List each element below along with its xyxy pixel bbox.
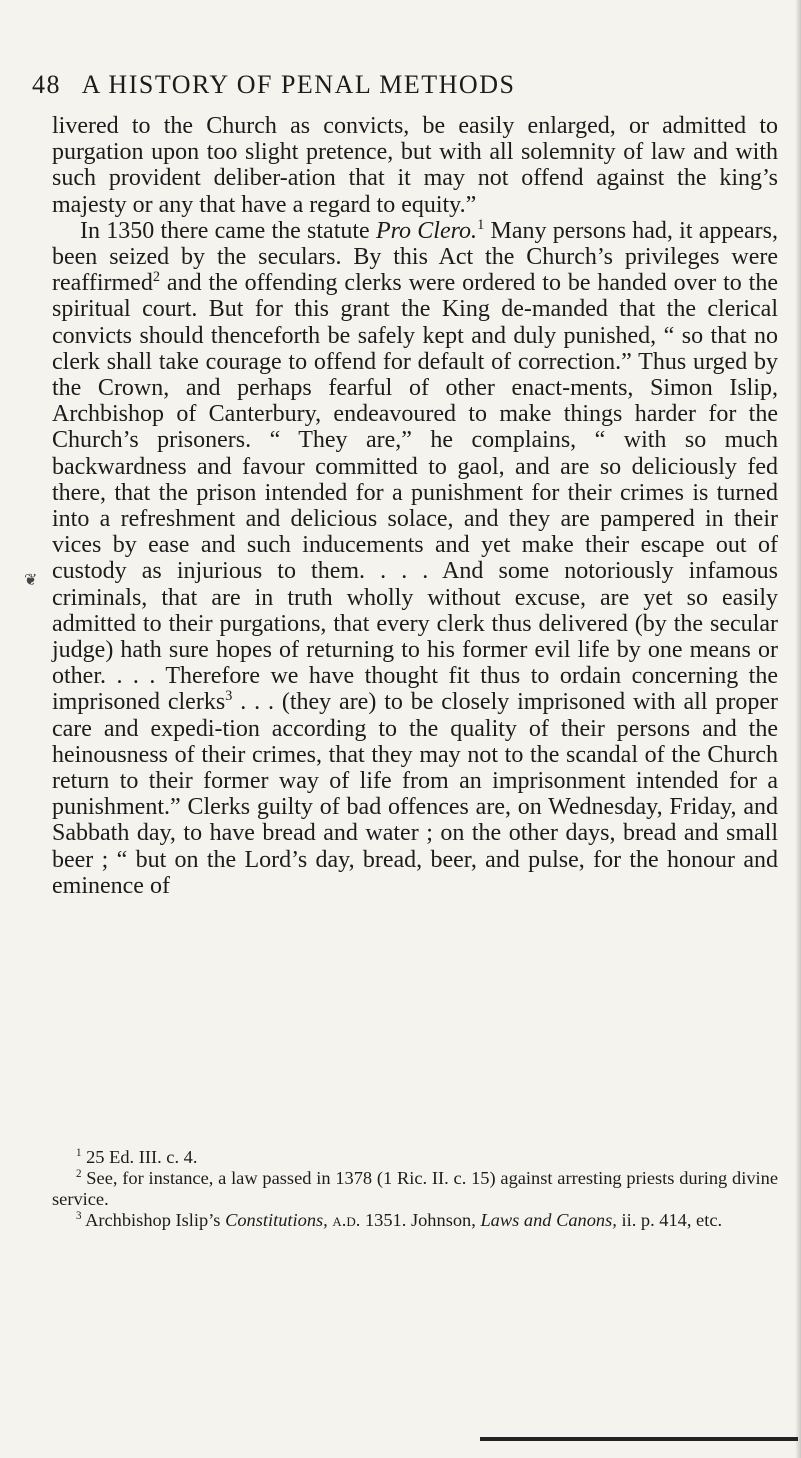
running-header (32, 70, 772, 100)
era-label: a.d. (332, 1210, 361, 1230)
footnote-3 (52, 1210, 778, 1231)
scan-edge-bar (480, 1437, 798, 1441)
footnotes (52, 1147, 778, 1231)
page-edge-shadow (795, 0, 801, 1458)
work-title: Laws and Canons, (480, 1210, 617, 1230)
text-run: Many persons had, it appears, been seized by the seculars. By this Act the Church’s privileges were reaffirmed (52, 217, 779, 297)
footnote-1 (52, 1147, 778, 1168)
footnote-ref-1: 1 (477, 216, 485, 233)
footnote-text: 25 Ed. III. c. 4. (81, 1147, 198, 1167)
footnote-ref-3: 3 (225, 688, 233, 705)
margin-mark: ❦ (24, 570, 38, 589)
text-run: and the offending clerks were ordered to be handed over to the spiritual court. But for this grant the King de-manded that the clerical convicts should thenceforth be safely kept and duly punished, “ so that no clerk shall take courage to offend for default of correction.” Thus urged by the Crown, and perhaps fearful of other enact-ments, Simon Islip, Archbishop of Canterbury, endeavoured to make things harder for the Church’s prisoners. “ They are,” he complains, “ with so much backwardness and favour committed to gaol, and are so deliciously fed there, that the prison intended for a punishment for their crimes is turned into a refreshment and delicious solace, and they are pampered in their vices by ease and such inducements and yet make their escape out of custody as injurious to them. . . . And some notoriously infamous criminals, that are in truth wholly without excuse, are yet so easily admitted to their purgations, that every clerk thus delivered (by the secular judge) hath sure hopes of returning to his former evil life by one means or other. . . . Therefore we have thought fit thus to ordain concerning the imprisoned clerks (52, 270, 778, 716)
running-title: A HISTORY OF PENAL METHODS (81, 70, 516, 99)
paragraph-continued: livered to the Church as convicts, be easily enlarged, or admitted to purgation upon too slight pretence, but with all solemnity of law and with such provident deliber-ation that it may not offend against the king’s majesty or any that have a regard to equity.” (52, 113, 778, 218)
body-text (52, 113, 778, 899)
footnote-text: Archbishop Islip’s (81, 1210, 226, 1230)
text-run: In 1350 there came the statute (80, 217, 376, 244)
work-title: Constitutions, (225, 1210, 328, 1230)
page-number: 48 (32, 70, 61, 99)
footnote-2 (52, 1168, 778, 1210)
footnote-text: ii. p. 414, etc. (616, 1210, 723, 1230)
statute-title: Pro Clero. (375, 217, 478, 244)
footnote-text: See, for instance, a law passed in 1378 (1 Ric. II. c. 15) against arresting priests during divine service. (52, 1168, 778, 1209)
paragraph-pro-clero (52, 218, 778, 899)
text-run: . . . (they are) to be closely imprisoned with all proper care and expedi-tion according to the quality of their persons and the heinousness of their crimes, that they may not to the scandal of the Church return to their former way of life from an imprisonment intended for a punishment.” Clerks guilty of bad offences are, on Wednesday, Friday, and Sabbath day, to have bread and water ; on the other days, bread and small beer ; “ but on the Lord’s day, bread, beer, and pulse, for the honour and eminence of (52, 689, 779, 899)
footnote-text: 1351. Johnson, (360, 1210, 481, 1230)
footnote-number: 3 (76, 1209, 82, 1222)
footnote-ref-2: 2 (152, 269, 161, 286)
footnote-number: 1 (76, 1146, 82, 1159)
footnote-number: 2 (76, 1167, 82, 1180)
